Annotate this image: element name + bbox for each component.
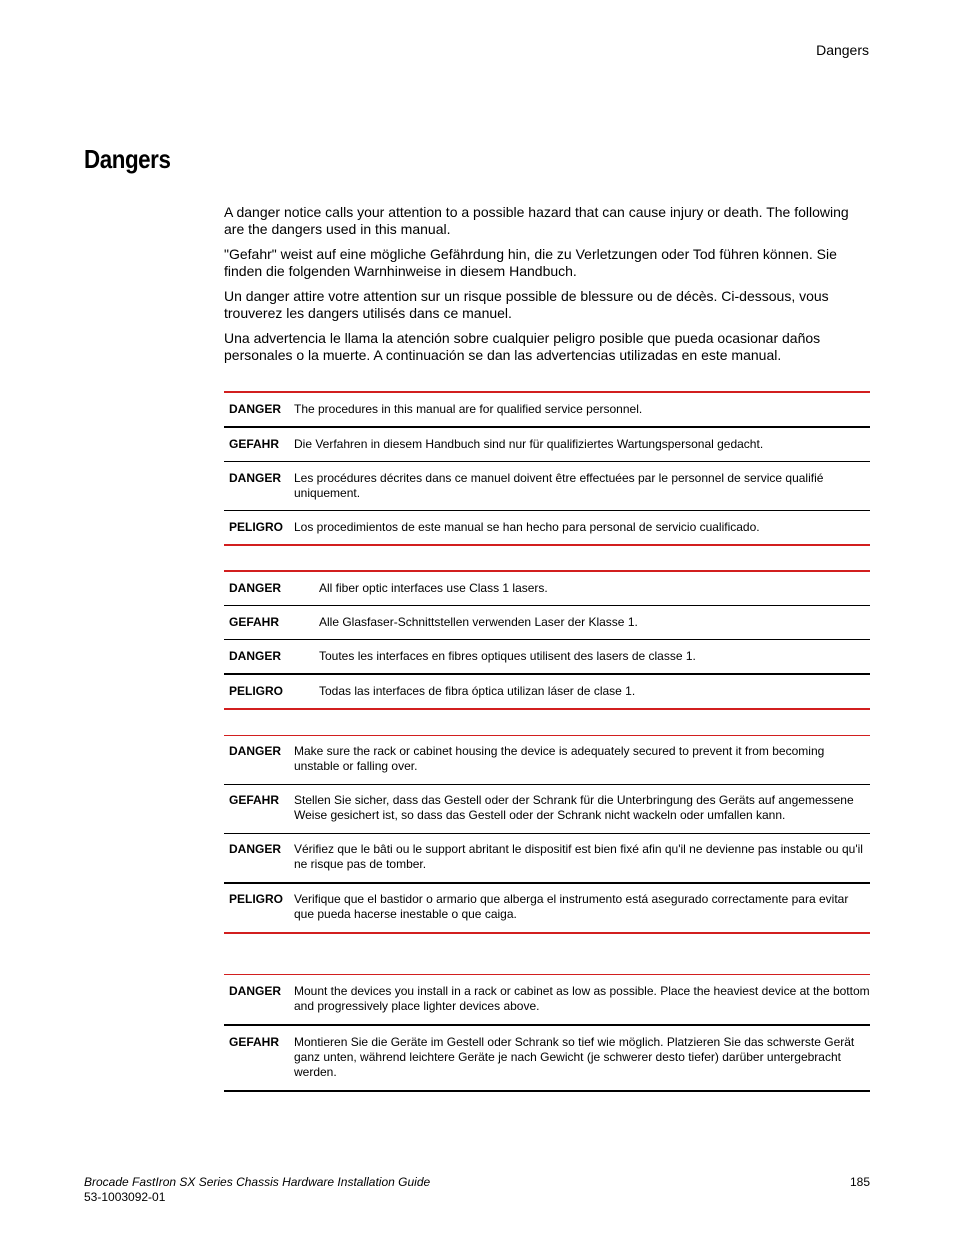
danger-row [224,975,870,1026]
danger-text: All fiber optic interfaces use Class 1 lasers. [319,581,548,595]
danger-row [224,675,870,708]
intro-section [224,204,870,372]
danger-text: Make sure the rack or cabinet housing the device is adequately secured to prevent it from becoming unstable or falling over. [294,744,825,773]
danger-text: Toutes les interfaces en fibres optiques utilisent des lasers de classe 1. [319,649,696,663]
danger-row [224,393,870,428]
danger-row [224,511,870,544]
danger-row [224,606,870,640]
danger-text: The procedures in this manual are for qualified service personnel. [294,402,643,416]
footer-document-number: 53-1003092-01 [84,1190,166,1204]
danger-text: Vérifiez que le bâti ou le support abritant le dispositif est bien fixé afin qu'il ne devienne pas instable ou qu'il ne risque pas de tomber. [294,842,863,871]
danger-row [224,736,870,785]
danger-label: DANGER [229,744,282,758]
danger-text: Todas las interfaces de fibra óptica utilizan láser de clase 1. [319,684,636,698]
danger-text: Los procedimientos de este manual se han hecho para personal de servicio cualificado. [294,520,760,534]
danger-row [224,785,870,834]
danger-row [224,834,870,884]
page-title: Dangers [84,144,171,174]
danger-row [224,462,870,511]
danger-text: Verifique que el bastidor o armario que alberga el instrumento está asegurado correctamente para evitar que pueda hacerse inestable o que caiga. [294,892,849,921]
danger-label: GEFAHR [229,1035,280,1049]
danger-label: GEFAHR [229,437,280,451]
danger-text: Die Verfahren in diesem Handbuch sind nur für qualifiziertes Wartungspersonal gedacht. [294,437,764,451]
danger-text: Les procédures décrites dans ce manuel doivent être effectuées par le personnel de service qualifié uniquement. [294,471,824,500]
danger-row [224,428,870,462]
intro-paragraph-french: Un danger attire votre attention sur un risque possible de blessure ou de décès. Ci-dessous, vous trouverez les dangers utilisés dans ce manuel. [224,288,829,321]
danger-label: GEFAHR [229,615,280,629]
danger-row [224,572,870,606]
danger-label: DANGER [229,649,282,663]
danger-label: PELIGRO [229,520,284,534]
danger-label: DANGER [229,402,282,416]
danger-notice-fiber-lasers [224,570,870,710]
danger-text: Montieren Sie die Geräte im Gestell oder Schrank so tief wie möglich. Platzieren Sie das schwerste Gerät ganz unten, während leichtere Geräte je nach Gewicht (je schwerer desto tiefer) darüber untergebracht werden. [294,1035,855,1079]
danger-notice-qualified-personnel [224,391,870,546]
danger-label: DANGER [229,471,282,485]
danger-text: Alle Glasfaser-Schnittstellen verwenden Laser der Klasse 1. [319,615,638,629]
danger-label: DANGER [229,842,282,856]
danger-text: Stellen Sie sicher, dass das Gestell oder der Schrank für die Unterbringung des Geräts auf angemessene Weise gesichert ist, so dass das Gestell oder der Schrank nicht wackeln oder umfallen kann. [294,793,854,822]
danger-label: GEFAHR [229,793,280,807]
footer-document-title: Brocade FastIron SX Series Chassis Hardware Installation Guide [84,1175,431,1189]
intro-paragraph-english: A danger notice calls your attention to a possible hazard that can cause injury or death. The following are the dangers used in this manual. [224,204,849,237]
danger-label: DANGER [229,581,282,595]
danger-label: DANGER [229,984,282,998]
danger-row [224,1026,870,1090]
intro-paragraph-spanish: Una advertencia le llama la atención sobre cualquier peligro posible que pueda ocasionar daños personales o la muerte. A continuación se dan las advertencias utilizadas en este manual. [224,330,821,363]
danger-label: PELIGRO [229,684,284,698]
running-header: Dangers [816,42,869,58]
danger-label: PELIGRO [229,892,284,906]
intro-paragraph-german: "Gefahr" weist auf eine mögliche Gefährdung hin, die zu Verletzungen oder Tod führen können. Sie finden die folgenden Warnhinweise in diesem Handbuch. [224,246,837,279]
page-footer [84,1175,870,1205]
danger-notice-mount-low [224,974,870,1092]
footer-page-number: 185 [849,1175,870,1189]
danger-row [224,640,870,675]
danger-notice-rack-secured [224,735,870,934]
danger-row [224,884,870,932]
danger-text: Mount the devices you install in a rack or cabinet as low as possible. Place the heaviest device at the bottom and progressively place lighter devices above. [294,984,870,1013]
